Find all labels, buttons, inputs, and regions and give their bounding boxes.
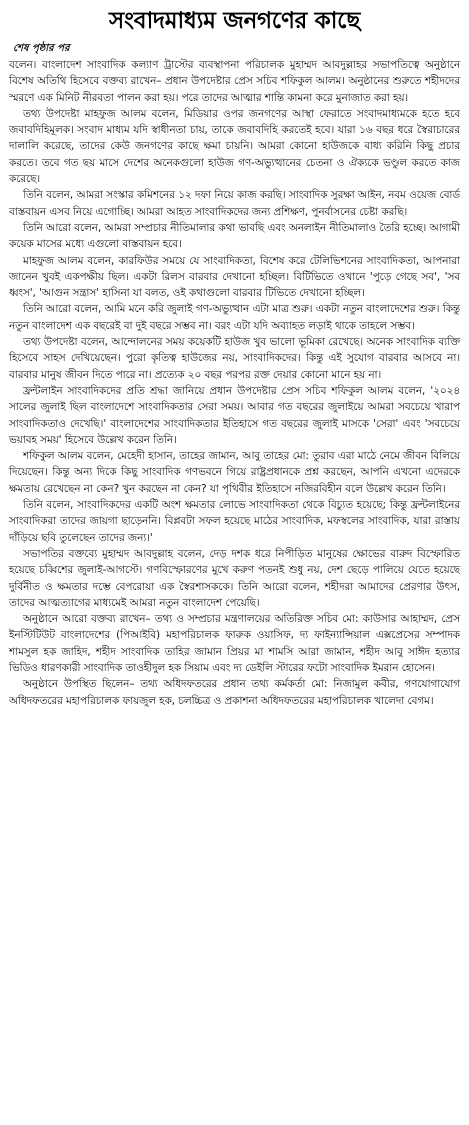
article-body (9, 57, 460, 709)
article-paragraph: মাহফুজ আলম বলেন, কারফিউর সময়ে যে সাংবাদিকতা, বিশেষ করে টেলিভিশনের সাংবাদিকতা, আপনারা জানেন খুবই একপক্ষীয় ছিল। একটা রিলস বারবার দেখানো হচ্ছিল। বিটিভিতে ওখানে 'পুড়ে গেছে সব', 'সব ধ্বংস', 'আগুন সন্ত্রাস' হাসিনা যা বলত, ওই কথাগুলো বারবার টিভিতে দেখানো হচ্ছিল। (9, 254, 460, 300)
article-paragraph: তিনি বলেন, সাংবাদিকদের একটি অংশ ক্ষমতার লোভে সাংবাদিকতা থেকে বিচ্যুত হয়েছে; কিন্তু ফ্রন্টলাইনের সাংবাদিকরা তাদের জায়গা ছাড়েননি। বিপ্লবটা সফল হয়েছে মাঠের সাংবাদিক, মফস্বলের সাংবাদিক, যারা রাস্তায় দাঁড়িয়ে ছবি তুলেছেন তাদের জন্য।' (9, 499, 460, 544)
article-paragraph: বলেন। বাংলাদেশ সাংবাদিক কল্যাণ ট্রাস্টের ব্যবস্থাপনা পরিচালক মুহাম্মদ আবদুল্লাহর সভাপতিত্বে অনুষ্ঠানে বিশেষ অতিথি হিসেবে বক্তব্য রাখেন– প্রধান উপদেষ্টার প্রেস সচিব শফিকুল আলম। অনুষ্ঠানের শুরুতে শহীদদের স্মরণে এক মিনিট নীরবতা পালন করা হয়। পরে তাদের আত্মার শান্তি কামনা করে মুনাজাত করা হয়। (9, 59, 460, 104)
article-paragraph: তিনি আরো বলেন, আমি মনে করি জুলাই গণ-অভ্যুত্থান এটা মাত্র শুরু। একটা নতুন বাংলাদেশের শুরু। কিন্তু নতুন বাংলাদেশ এক বছরেই বা দুই বছরে সম্ভব না। বরং এটা যদি অব্যাহত লড়াই থাকে তাহলে সম্ভব। (9, 303, 460, 332)
article-paragraph: ফ্রন্টলাইন সাংবাদিকদের প্রতি শ্রদ্ধা জানিয়ে প্রধান উপদেষ্টার প্রেস সচিব শফিকুল আলম বলেন, '২০২৪ সালের জুলাই ছিল বাংলাদেশে সাংবাদিকতার সেরা সময়। আবার গত বছরের জুলাইয়ে আমরা সবচেয়ে খারাপ সাংবাদিকতাও দেখেছি।' বাংলাদেশের সাংবাদিকতার ইতিহাসে গত বছরের জুলাই মাসকে 'সেরা' এবং 'সবচেয়ে ভয়াবহ সময়' হিসেবে উল্লেখ করেন তিনি। (9, 384, 460, 446)
article-paragraph: সভাপতির বক্তব্যে মুহাম্মদ আবদুল্লাহ বলেন, দেড় দশক ধরে নিপীড়িত মানুষের ক্ষোভের বারুদ বিস্ফোরিত হয়েছে চব্বিশের জুলাই-আগস্টে। গণবিস্ফোরণের মুখে করুণ পতনই শুধু নয়, দেশ ছেড়ে পালিয়ে যেতে হয়েছে দুর্বিনীত ও ক্ষমতার দম্ভে বেপরোয়া এক স্বৈরশাসককে। তিনি আরো বলেন, শহীদরা আমাদের প্রেরণার উৎস, তাদের আত্মত্যাগের মাধ্যমেই আমরা নতুন বাংলাদেশ পেয়েছি। (9, 547, 460, 609)
article-paragraph: শফিকুল আলম বলেন, মেহেদী হাসান, তাহের জামান, আবু তাহের মো: তুরাব এরা মাঠে নেমে জীবন বিলিয়ে দিয়েছেন। কিন্তু অন্য দিকে কিছু সাংবাদিক গণভবনে গিয়ে রাষ্ট্রপ্রধানকে প্রশ্ন করছেন, আপনি এখনো এদেরকে ক্ষমতায় রেখেছেন না কেন? খুন করছেন না কেন? যা পৃথিবীর ইতিহাসে নজিরবিহীন বলে উল্লেখ করেন তিনি। (9, 450, 460, 495)
article-paragraph: অনুষ্ঠানে আরো বক্তব্য রাখেন– তথ্য ও সম্প্রচার মন্ত্রণালয়ের অতিরিক্ত সচিব মো: কাউসার আহাম্মদ, প্রেস ইনস্টিটিউট বাংলাদেশের (পিআইবি) মহাপরিচালক ফারুক ওয়াসিফ, দ্য ফাইন্যান্সিয়াল এক্সপ্রেসের সম্পাদক শামসুল হক জাহিদ, শহীদ সাংবাদিক তাহির জামান প্রিয়র মা শামসি আরা জামান, শহীদ আবু সাঈদ হত্যার ভিডিও ধারণকারী সাংবাদিক তাওহীদুল হক সিয়াম এবং দ্য ডেইলি স্টারের ফটো সাংবাদিক ইমরান হোসেন। (9, 613, 460, 674)
continued-from-label: শেষ পৃষ্ঠার পর (13, 43, 70, 54)
article-headline: সংবাদমাধ্যম জনগণের কাছে (108, 8, 361, 34)
article-paragraph: অনুষ্ঠানে উপস্থিত ছিলেন– তথ্য অধিদফতরের প্রধান তথ্য কর্মকর্তা মো: নিজামুল কবীর, গণযোগাযোগ অধিদফতরের মহাপরিচালক ফায়জুল হক, চলচ্চিত্র ও প্রকাশনা অধিদফতরের মহাপরিচালক খালেদা বেগম। (9, 678, 460, 707)
article-paragraph: তথ্য উপদেষ্টা মাহফুজ আলম বলেন, মিডিয়ার ওপর জনগণের আস্থা ফেরাতে সংবাদমাধ্যমকে হতে হবে জবাবদিহিমূলক। সংবাদ মাধ্যম যদি স্বাধীনতা চায়, তাকে জবাবদিহি করতেই হবে। যারা ১৬ বছর ধরে স্বৈরাচারের দালালি করেছে, তাদের কেউ জনগণের কাছে ক্ষমা চায়নি। আমরা কোনো হাউজকে বাধ্য করিনি কিছু প্রচার করতে। তবে গত ছয় মাসে দেশের অনেকগুলো হাউজ গণ-অভ্যুত্থানের চেতনা ও ঐক্যকে ভণ্ডুল করতে কাজ করেছে। (9, 107, 460, 186)
article-paragraph: তথ্য উপদেষ্টা বলেন, আন্দোলনের সময় কয়েকটি হাউজ খুব ভালো ভূমিকা রেখেছে। অনেক সাংবাদিক ব্যক্তি হিসেবে সাহস দেখিয়েছেন। পুরো কৃতিত্ব হাউজের নয়, সাংবাদিকদের। কিন্তু এই সুযোগ বারবার আসবে না। বারবার মানুষ জীবন দিতে পারে না। প্রত্যেক ২০ বছর পরপর রক্ত দেয়ার কোনো মানে হয় না। (9, 336, 460, 381)
article-paragraph: তিনি বলেন, আমরা সংস্কার কমিশনের ১২ দফা নিয়ে কাজ করছি। সাংবাদিক সুরক্ষা আইন, নবম ওয়েজ বোর্ড বাস্তবায়ন এসব নিয়ে এগোচ্ছি। আমরা আহত সাংবাদিকদের জন্য প্রশিক্ষণ, পুনর্বাসনের চেষ্টা করছি। (9, 189, 460, 218)
article-paragraph: তিনি আরো বলেন, আমরা সম্প্রচার নীতিমালার কথা ভাবছি এবং অনলাইন নীতিমালাও তৈরি হচ্ছে। আগামী কয়েক মাসের মধ্যে এগুলো বাস্তবায়ন হবে। (9, 221, 460, 251)
